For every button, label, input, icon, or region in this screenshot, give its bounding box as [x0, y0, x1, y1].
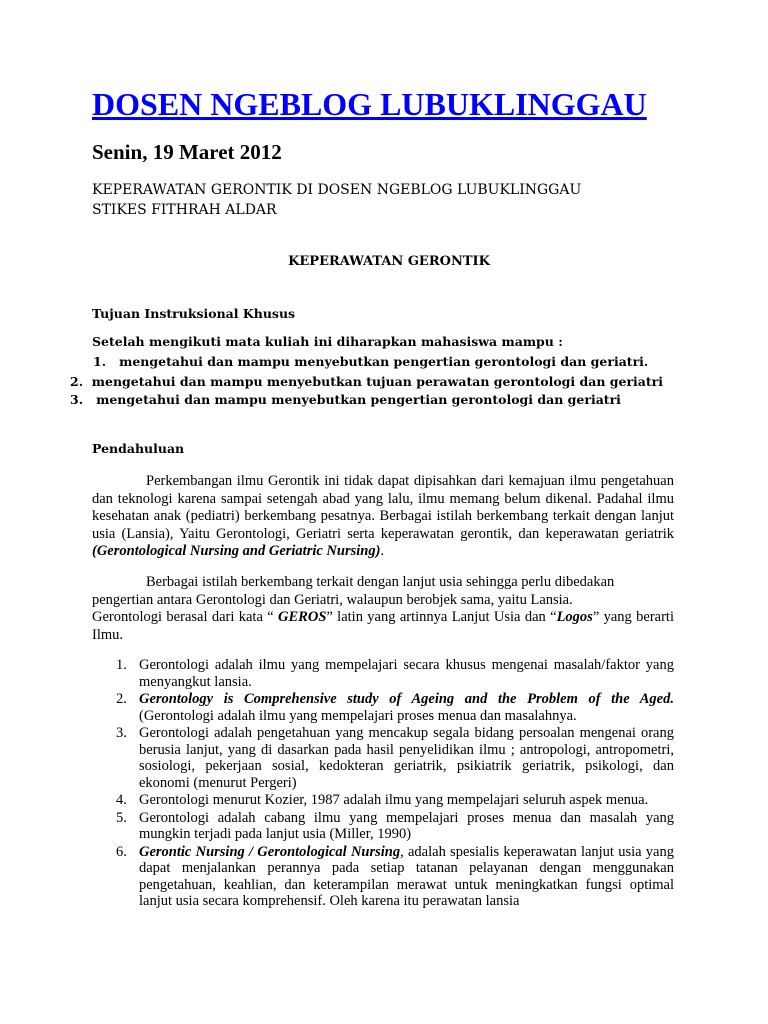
- post-title-line-2: STIKES FITHRAH ALDAR: [92, 202, 277, 218]
- paragraph: [92, 609, 674, 644]
- list-number: 3.: [116, 725, 127, 741]
- list-item: [116, 844, 674, 910]
- post-date: Senin, 19 Maret 2012: [92, 140, 282, 164]
- paragraph-emphasis: (Gerontological Nursing and Geriatric Nursing): [92, 543, 381, 559]
- list-emphasis: Gerontology is Comprehensive study of Ageing and the Problem of the Aged.: [139, 691, 674, 707]
- term-logos: Logos: [556, 609, 593, 625]
- objective-number: 2.: [70, 374, 84, 389]
- blog-title-link[interactable]: DOSEN NGEBLOG LUBUKLINGGAU: [92, 86, 647, 122]
- objective-item: [93, 352, 648, 372]
- objective-text: mengetahui dan mampu menyebutkan tujuan perawatan gerontologi dan geriatri: [91, 374, 664, 389]
- list-number: 4.: [116, 792, 127, 808]
- paragraph-text: Perkembangan ilmu Gerontik ini tidak dapat dipisahkan dari kemajuan ilmu pengetahuan dan teknologi karena sampai setengah abad yang lalu, ilmu memang belum dikenal. Padahal ilmu kesehatan anak (pediatri) berkembang pesatnya. Berbagai istilah berkembang terkait dengan lanjut usia (Lansia), Yaitu Gerontologi, Geriatri serta keperawatan gerontik, dan keperawatan geriatrik: [92, 473, 674, 542]
- objective-number: 3.: [70, 392, 84, 407]
- paragraph-text: ” yang berarti Ilmu.: [92, 609, 674, 643]
- list-item: [116, 691, 674, 724]
- paragraph: [92, 473, 674, 561]
- list-item: [116, 657, 674, 690]
- objective-number: 1.: [93, 354, 107, 369]
- term-geros: GEROS: [278, 609, 327, 625]
- paragraph-line: Berbagai istilah berkembang terkait dengan lanjut usia sehingga perlu dibedakan: [146, 574, 615, 590]
- objective-text: mengetahui dan mampu menyebutkan pengertian gerontologi dan geriatri.: [119, 354, 649, 369]
- objectives-heading: Tujuan Instruksional Khusus: [92, 306, 296, 321]
- list-item: [116, 725, 674, 791]
- section-heading-pendahuluan: Pendahuluan: [92, 441, 185, 456]
- list-text: Gerontologi adalah pengetahuan yang mencakup segala bidang persoalan mengenai orang berusia lanjut, yang di dasarkan pada hasil penyelidikan ilmu ; antropologi, antropometri, sosiologi, pekerjaan sosial, kedokteran geriatrik, psikiatrik geriatrik, psikologi, dan ekonomi (menurut Pergeri): [139, 725, 674, 791]
- list-text: , adalah spesialis keperawatan lanjut usia yang dapat menjalankan perannya pada setiap tatanan pelayanan dengan menggunakan pengetahuan, keahlian, dan keterampilan merawat untuk meningkatkan fungsi optimal lanjut usia secara komprehensif. Oleh karena itu perawatan lansia: [139, 843, 674, 909]
- definition-list: [116, 657, 674, 911]
- list-text: Gerontologi adalah cabang ilmu yang mempelajari proses menua dan masalah yang mungkin terjadi pada lanjut usia (Miller, 1990): [139, 809, 674, 842]
- list-item: [116, 810, 674, 843]
- paragraph-line: pengertian antara Gerontologi dan Geriatri, walaupun berobjek sama, yaitu Lansia.: [92, 591, 573, 608]
- paragraph: [92, 574, 674, 609]
- paragraph-text: Gerontologi berasal dari kata “: [92, 609, 279, 625]
- list-number: 2.: [116, 691, 127, 707]
- objective-text: mengetahui dan mampu menyebutkan pengertian gerontologi dan geriatri: [96, 392, 621, 407]
- objective-item: [70, 372, 663, 392]
- list-emphasis: Gerontic Nursing / Gerontological Nursing: [139, 843, 401, 860]
- post-title-line-1: KEPERAWATAN GERONTIK DI DOSEN NGEBLOG LUBUKLINGGAU: [92, 182, 582, 198]
- list-text: Gerontologi adalah ilmu yang mempelajari secara khusus mengenai masalah/faktor yang menyangkut lansia.: [139, 657, 674, 690]
- list-number: 6.: [116, 843, 127, 860]
- paragraph-end: .: [380, 543, 385, 559]
- list-text: (Gerontologi adalah ilmu yang mempelajari proses menua dan masalahnya.: [139, 707, 577, 724]
- list-item: [116, 792, 674, 809]
- paragraph-text: ” latin yang artinnya Lanjut Usia dan “: [326, 609, 557, 625]
- objective-item: [70, 390, 621, 410]
- objectives-intro: Setelah mengikuti mata kuliah ini diharapkan mahasiswa mampu :: [92, 334, 563, 349]
- list-text: Gerontologi menurut Kozier, 1987 adalah ilmu yang mempelajari seluruh aspek menua.: [139, 792, 649, 808]
- list-number: 5.: [116, 809, 127, 826]
- document-heading: KEPERAWATAN GERONTIK: [288, 254, 490, 269]
- list-number: 1.: [116, 657, 127, 673]
